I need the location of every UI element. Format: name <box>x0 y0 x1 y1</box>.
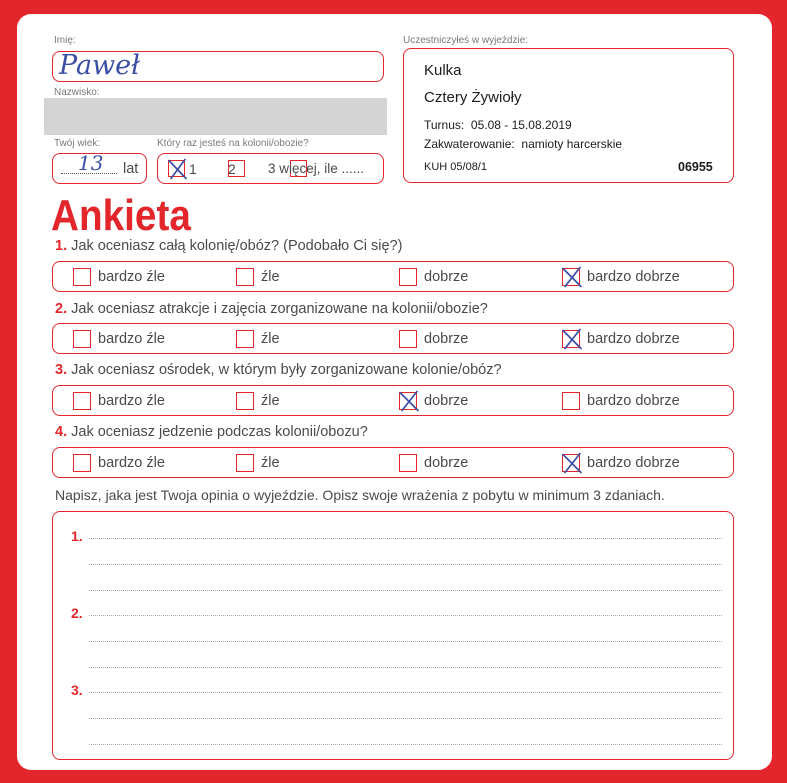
option-label: dobrze <box>424 268 469 285</box>
option-label: źle <box>261 268 280 285</box>
opinion-answer-area[interactable] <box>52 511 734 760</box>
visit-option-1-label: 1 <box>189 161 197 177</box>
q4-option-bardzo-zle[interactable] <box>73 454 165 472</box>
visit-checkbox-1[interactable] <box>168 160 185 177</box>
trip-program: Cztery Żywioły <box>424 89 522 106</box>
q2-checkbox-bardzo-dobrze[interactable] <box>562 330 580 348</box>
visit-option-2-label: 2 <box>228 161 236 177</box>
check-mark-icon <box>562 453 582 474</box>
option-label: bardzo dobrze <box>587 268 680 285</box>
question-1 <box>55 237 402 255</box>
trip-turnus <box>424 118 572 132</box>
check-mark-icon <box>562 267 582 288</box>
page-title: Ankieta <box>51 191 191 240</box>
q3-checkbox-dobrze[interactable] <box>399 392 417 410</box>
q2-option-bardzo-zle[interactable] <box>73 330 165 348</box>
q3-checkbox-zle[interactable] <box>236 392 254 410</box>
option-label: źle <box>261 330 280 347</box>
question-4 <box>55 423 368 441</box>
question-number: 1. <box>55 238 68 254</box>
writing-line <box>89 615 722 616</box>
age-label: Twój wiek: <box>54 138 101 149</box>
age-unit: lat <box>123 161 139 177</box>
surname-label: Nazwisko: <box>54 87 100 98</box>
q3-answer-row <box>52 385 734 416</box>
q1-answer-row <box>52 261 734 292</box>
option-label: bardzo dobrze <box>587 454 680 471</box>
trip-label: Uczestniczyłeś w wyjeździe: <box>403 35 529 46</box>
question-number: 4. <box>55 424 68 440</box>
opinion-number-2: 2. <box>71 605 83 621</box>
q3-option-dobrze[interactable] <box>399 392 468 410</box>
age-value: 13 <box>78 151 104 175</box>
writing-line <box>89 667 722 668</box>
trip-number: 06955 <box>678 160 713 174</box>
q2-checkbox-zle[interactable] <box>236 330 254 348</box>
option-label: dobrze <box>424 454 469 471</box>
q1-checkbox-bardzo-dobrze[interactable] <box>562 268 580 286</box>
writing-line <box>89 538 722 539</box>
q1-option-bardzo-zle[interactable] <box>73 268 165 286</box>
question-3 <box>55 361 502 379</box>
q1-option-zle[interactable] <box>236 268 280 286</box>
option-label: bardzo dobrze <box>587 392 680 409</box>
check-mark-icon <box>399 391 419 412</box>
option-label: dobrze <box>424 330 469 347</box>
question-number: 3. <box>55 362 68 378</box>
q3-checkbox-bardzo-zle[interactable] <box>73 392 91 410</box>
q2-option-zle[interactable] <box>236 330 280 348</box>
question-text: Jak oceniasz ośrodek, w którym były zorganizowane kolonie/obóz? <box>71 362 502 378</box>
q4-option-bardzo-dobrze[interactable] <box>562 454 680 472</box>
q3-option-zle[interactable] <box>236 392 280 410</box>
opinion-number-1: 1. <box>71 528 83 544</box>
question-2 <box>55 300 488 318</box>
trip-name: Kulka <box>424 62 462 79</box>
q3-option-bardzo-dobrze[interactable] <box>562 392 680 410</box>
option-label: dobrze <box>424 392 469 409</box>
q1-option-dobrze[interactable] <box>399 268 468 286</box>
option-label: źle <box>261 392 280 409</box>
turnus-value: 05.08 - 15.08.2019 <box>470 118 572 132</box>
writing-line <box>89 692 722 693</box>
option-label: bardzo źle <box>98 454 165 471</box>
accommodation-label: Zakwaterowanie: <box>424 137 515 151</box>
writing-line <box>89 590 722 591</box>
writing-line <box>89 718 722 719</box>
question-text: Jak oceniasz jedzenie podczas kolonii/obozu? <box>71 424 368 440</box>
q1-option-bardzo-dobrze[interactable] <box>562 268 680 286</box>
trip-accommodation <box>424 137 622 151</box>
option-label: bardzo źle <box>98 392 165 409</box>
q4-option-zle[interactable] <box>236 454 280 472</box>
visit-option-3-label: 3 więcej, ile ...... <box>268 161 365 176</box>
q4-checkbox-bardzo-zle[interactable] <box>73 454 91 472</box>
check-mark-icon <box>168 159 188 180</box>
trip-code: KUH 05/08/1 <box>424 161 487 173</box>
q4-checkbox-dobrze[interactable] <box>399 454 417 472</box>
q1-checkbox-zle[interactable] <box>236 268 254 286</box>
q4-checkbox-zle[interactable] <box>236 454 254 472</box>
visit-field <box>157 153 384 184</box>
q1-checkbox-bardzo-zle[interactable] <box>73 268 91 286</box>
opinion-number-3: 3. <box>71 682 83 698</box>
writing-line <box>89 641 722 642</box>
q2-answer-row <box>52 323 734 354</box>
q3-option-bardzo-zle[interactable] <box>73 392 165 410</box>
option-label: bardzo źle <box>98 330 165 347</box>
q2-option-bardzo-dobrze[interactable] <box>562 330 680 348</box>
q2-option-dobrze[interactable] <box>399 330 468 348</box>
option-label: źle <box>261 454 280 471</box>
option-label: bardzo dobrze <box>587 330 680 347</box>
q2-checkbox-bardzo-zle[interactable] <box>73 330 91 348</box>
turnus-label: Turnus: <box>424 118 465 132</box>
visit-label: Który raz jesteś na kolonii/obozie? <box>157 138 309 149</box>
writing-line <box>89 564 722 565</box>
question-text: Jak oceniasz atrakcje i zajęcia zorganizowane na kolonii/obozie? <box>71 301 488 317</box>
q2-checkbox-dobrze[interactable] <box>399 330 417 348</box>
name-field[interactable] <box>52 51 384 82</box>
question-number: 2. <box>55 301 68 317</box>
check-mark-icon <box>562 329 582 350</box>
opinion-prompt: Napisz, jaka jest Twoja opinia o wyjeździe. Opisz swoje wrażenia z pobytu w minimum 3 zdaniach. <box>55 487 665 503</box>
q4-answer-row <box>52 447 734 478</box>
q4-checkbox-bardzo-dobrze[interactable] <box>562 454 580 472</box>
name-label: Imię: <box>54 35 76 46</box>
q3-checkbox-bardzo-dobrze[interactable] <box>562 392 580 410</box>
question-text: Jak oceniasz całą kolonię/obóz? (Podobało Ci się?) <box>71 238 403 254</box>
q4-option-dobrze[interactable] <box>399 454 468 472</box>
q1-checkbox-dobrze[interactable] <box>399 268 417 286</box>
option-label: bardzo źle <box>98 268 165 285</box>
name-value: Paweł <box>59 50 140 81</box>
trip-info-box <box>403 48 734 183</box>
surname-redacted-field <box>44 98 387 135</box>
writing-line <box>89 744 722 745</box>
accommodation-value: namioty harcerskie <box>521 137 623 151</box>
age-field[interactable] <box>52 153 147 184</box>
